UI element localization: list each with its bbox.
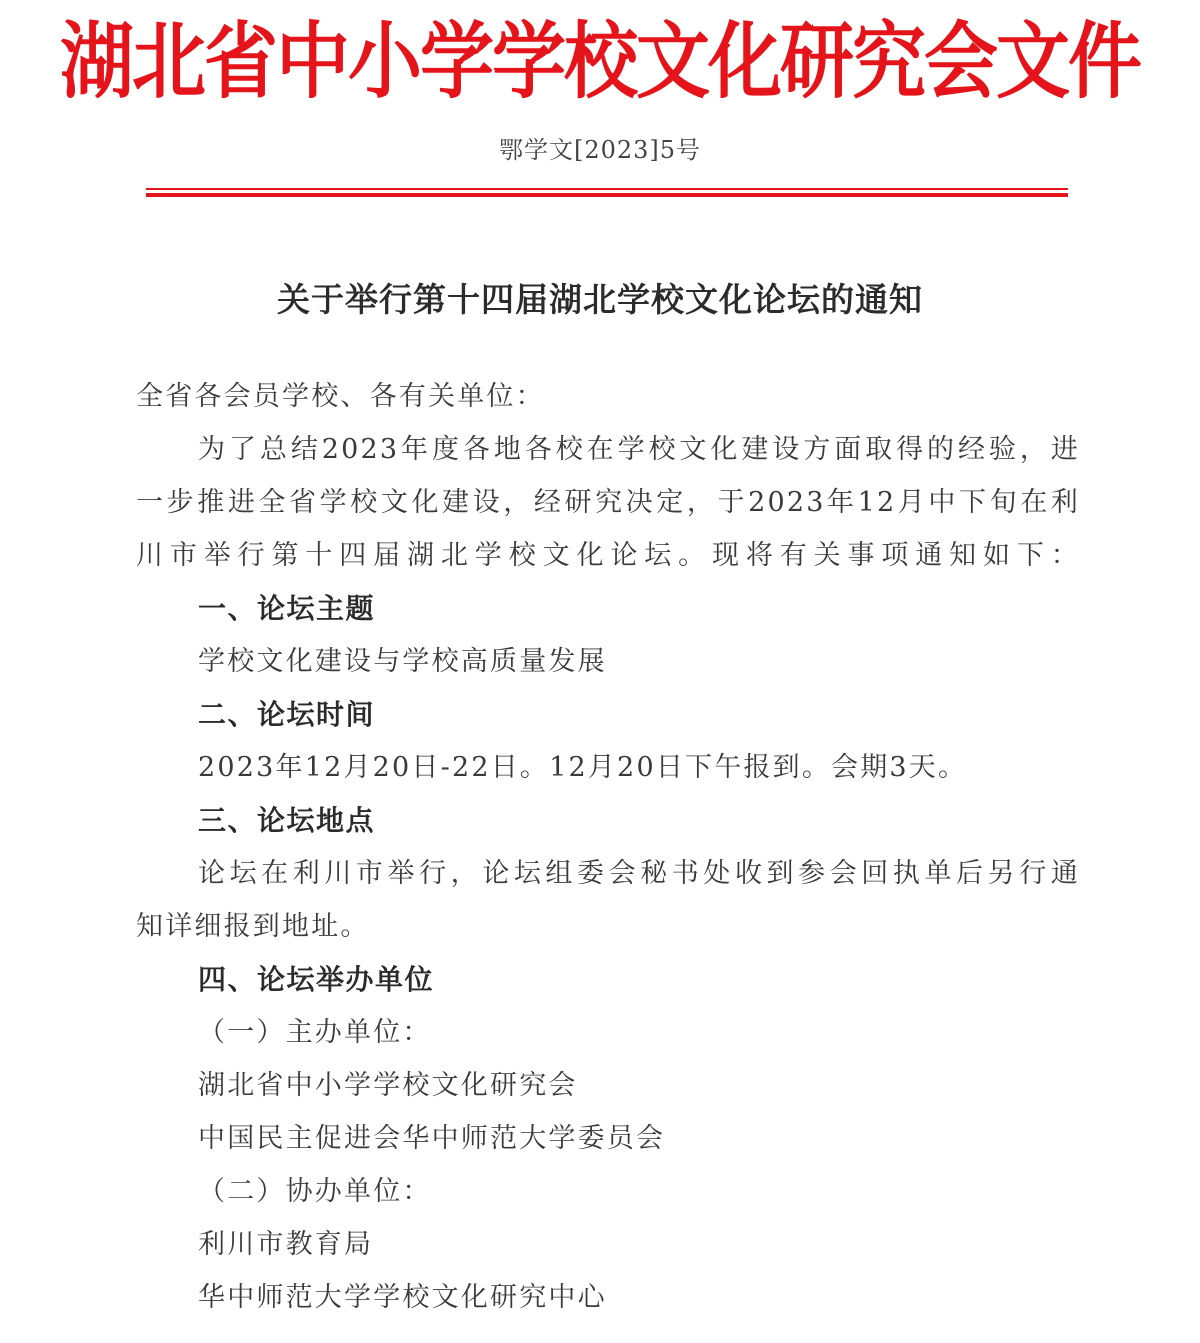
document-header-title: 湖北省中小学学校文化研究会文件 (60, 13, 1140, 110)
section-heading-time: 二、论坛时间 (198, 698, 376, 731)
host-label: （一）主办单位： (198, 1017, 432, 1048)
section-heading-organizers: 四、论坛举办单位 (198, 963, 435, 996)
location-line: 知详细报到地址。 (136, 911, 370, 942)
notice-title: 关于举行第十四届湖北学校文化论坛的通知 (277, 280, 923, 319)
header-divider-thin (146, 188, 1068, 190)
location-line: 论坛在利川市举行，论坛组委会秘书处收到参会回执单后另行通 (198, 858, 1080, 889)
co-host-organization: 华中师范大学学校文化研究中心 (198, 1282, 607, 1313)
time-text: 2023年12月20日-22日。12月20日下午报到。会期3天。 (198, 752, 968, 783)
intro-line: 为了总结2023年度各地各校在学校文化建设方面取得的经验，进 (198, 434, 1080, 465)
co-host-organization: 利川市教育局 (198, 1229, 374, 1260)
intro-line: 一步推进全省学校文化建设，经研究决定，于2023年12月中下旬在利 (136, 487, 1080, 518)
host-organization: 中国民主促进会华中师范大学委员会 (198, 1123, 666, 1154)
co-host-label: （二）协办单位： (198, 1176, 432, 1207)
host-organization: 湖北省中小学学校文化研究会 (198, 1070, 578, 1101)
document-number: 鄂学文[2023]5号 (498, 136, 702, 164)
section-heading-location: 三、论坛地点 (198, 804, 376, 837)
salutation: 全省各会员学校、各有关单位： (136, 381, 545, 412)
section-heading-theme: 一、论坛主题 (198, 592, 376, 625)
theme-text: 学校文化建设与学校高质量发展 (198, 646, 607, 677)
intro-line: 川市举行第十四届湖北学校文化论坛。现将有关事项通知如下： (136, 540, 1080, 571)
header-divider-thick (146, 193, 1068, 197)
